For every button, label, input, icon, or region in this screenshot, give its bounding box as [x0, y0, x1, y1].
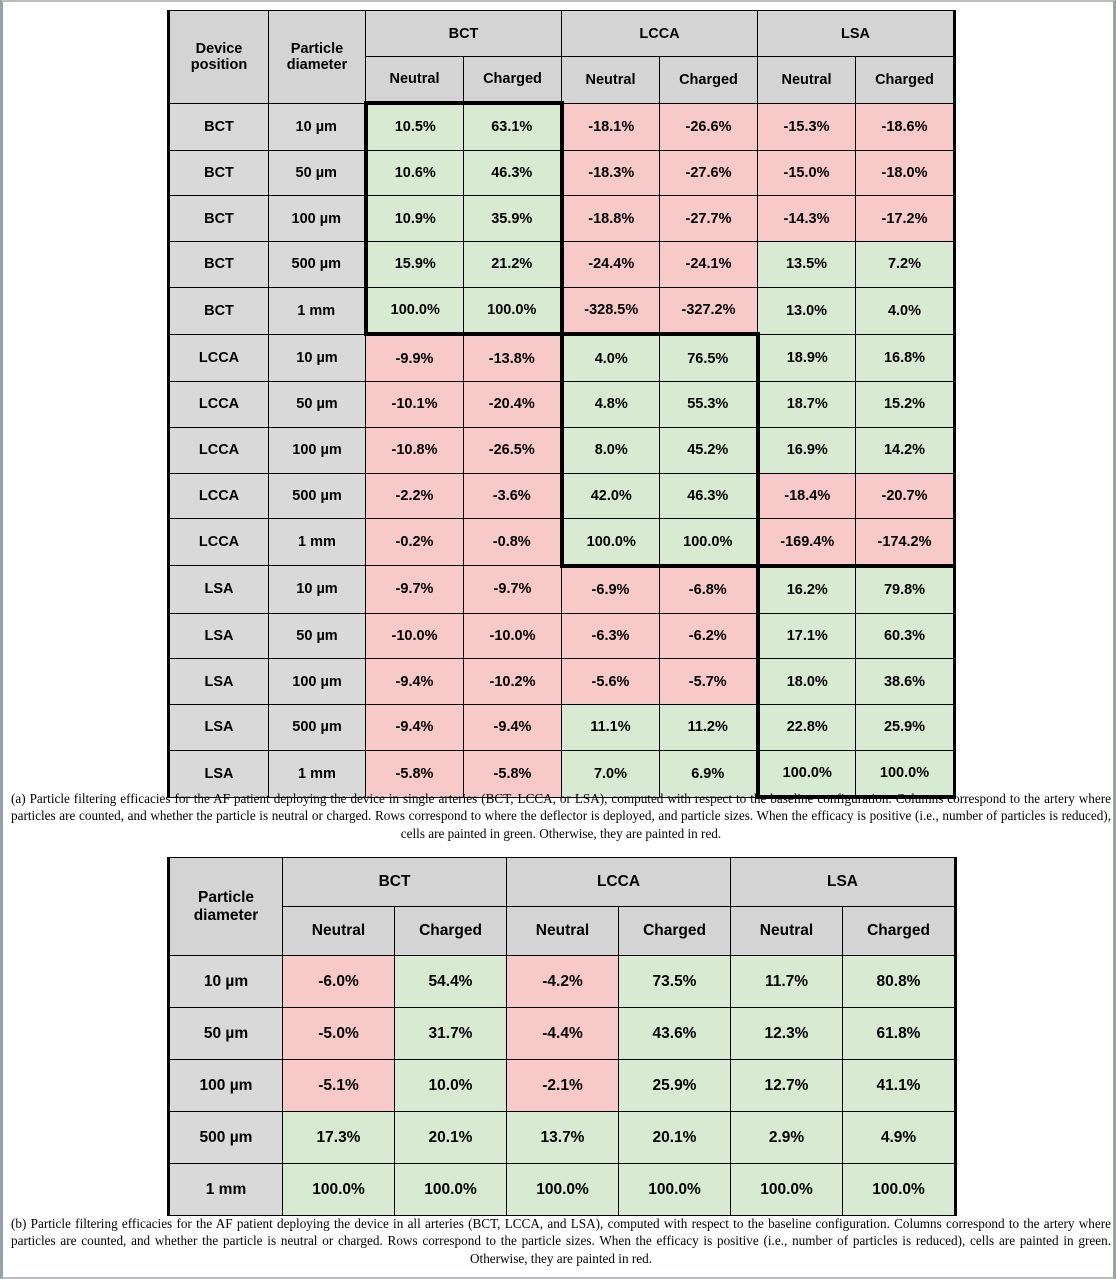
- header-lsa-neutral: Neutral: [758, 57, 856, 104]
- cell-value: 16.8%: [856, 334, 955, 381]
- header-group-lcca: LCCA: [507, 858, 731, 907]
- table-a-header-row-groups: [169, 11, 955, 57]
- row-label-device: BCT: [169, 103, 269, 150]
- cell-value: 10.6%: [366, 150, 464, 196]
- cell-value: -6.3%: [562, 613, 660, 659]
- cell-value: 20.1%: [619, 1112, 731, 1164]
- cell-value: -18.4%: [758, 473, 856, 519]
- cell-value: -9.4%: [366, 704, 464, 750]
- table-row: [169, 334, 955, 381]
- cell-value: 100.0%: [507, 1164, 619, 1216]
- cell-value: 13.5%: [758, 242, 856, 288]
- row-label-diameter: 1 mm: [269, 519, 366, 566]
- cell-value: 61.8%: [843, 1008, 956, 1060]
- cell-value: -6.8%: [660, 566, 758, 613]
- cell-value: 12.7%: [731, 1060, 843, 1112]
- row-label-diameter: 1 mm: [269, 287, 366, 334]
- row-label-diameter: 10 µm: [269, 103, 366, 150]
- row-label-diameter: 100 µm: [269, 659, 366, 705]
- cell-value: 100.0%: [758, 750, 856, 797]
- table-row: [169, 287, 955, 334]
- header-lcca-neutral: Neutral: [562, 57, 660, 104]
- cell-value: -328.5%: [562, 287, 660, 334]
- row-label-device: LSA: [169, 566, 269, 613]
- row-label-diameter: 50 µm: [269, 150, 366, 196]
- cell-value: -5.7%: [660, 659, 758, 705]
- header-particle-diameter: Particle diameter: [269, 11, 366, 104]
- cell-value: 25.9%: [856, 704, 955, 750]
- cell-value: 4.9%: [843, 1112, 956, 1164]
- table-b-body: [169, 956, 956, 1216]
- cell-value: 10.9%: [366, 196, 464, 242]
- table-a-head: [169, 11, 955, 104]
- cell-value: -6.0%: [283, 956, 395, 1008]
- cell-value: 12.3%: [731, 1008, 843, 1060]
- cell-value: -174.2%: [856, 519, 955, 566]
- cell-value: 21.2%: [464, 242, 562, 288]
- cell-value: 15.9%: [366, 242, 464, 288]
- header-device-position: Device position: [169, 11, 269, 104]
- cell-value: -15.3%: [758, 103, 856, 150]
- cell-value: -3.6%: [464, 473, 562, 519]
- cell-value: 18.0%: [758, 659, 856, 705]
- cell-value: 11.1%: [562, 704, 660, 750]
- cell-value: 16.2%: [758, 566, 856, 613]
- cell-value: 11.2%: [660, 704, 758, 750]
- caption-table-b: (b) Particle filtering efficacies for the AF patient deploying the device in all arteries (BCT, LCCA, and LSA), computed with respect to the baseline configuration. Columns correspond to the artery where particles are counted, and whether the particle is neutral or charged. Rows correspond to the particle sizes. When the efficacy is positive (i.e., number of particles is reduced), cells are painted in green. Otherwise, they are painted in red.: [11, 1216, 1111, 1266]
- table-row: [169, 659, 955, 705]
- cell-value: -24.1%: [660, 242, 758, 288]
- cell-value: -10.1%: [366, 382, 464, 428]
- header-lsa-neutral: Neutral: [731, 907, 843, 956]
- cell-value: -327.2%: [660, 287, 758, 334]
- cell-value: 46.3%: [464, 150, 562, 196]
- row-label-diameter: 50 µm: [269, 382, 366, 428]
- cell-value: 54.4%: [395, 956, 507, 1008]
- row-label-diameter: 500 µm: [169, 1112, 283, 1164]
- cell-value: 17.3%: [283, 1112, 395, 1164]
- table-row: [169, 473, 955, 519]
- cell-value: 100.0%: [843, 1164, 956, 1216]
- efficacy-table-all-arteries: [167, 857, 957, 1216]
- cell-value: -15.0%: [758, 150, 856, 196]
- row-label-device: BCT: [169, 196, 269, 242]
- cell-value: 100.0%: [562, 519, 660, 566]
- table-row: [169, 613, 955, 659]
- cell-value: 18.7%: [758, 382, 856, 428]
- header-particle-diameter: Particle diameter: [169, 858, 283, 956]
- table-row: [169, 1060, 956, 1112]
- cell-value: -6.2%: [660, 613, 758, 659]
- cell-value: 8.0%: [562, 427, 660, 473]
- row-label-diameter: 500 µm: [269, 242, 366, 288]
- cell-value: 100.0%: [856, 750, 955, 797]
- row-label-device: LCCA: [169, 334, 269, 381]
- cell-value: 38.6%: [856, 659, 955, 705]
- table-row: [169, 1008, 956, 1060]
- row-label-diameter: 500 µm: [269, 704, 366, 750]
- cell-value: 7.2%: [856, 242, 955, 288]
- cell-value: 100.0%: [366, 287, 464, 334]
- table-b-head: [169, 858, 956, 956]
- row-label-diameter: 10 µm: [169, 956, 283, 1008]
- table-row: [169, 1164, 956, 1216]
- table-b-header-row-groups: [169, 858, 956, 907]
- cell-value: 6.9%: [660, 750, 758, 797]
- cell-value: 55.3%: [660, 382, 758, 428]
- cell-value: -9.4%: [366, 659, 464, 705]
- header-bct-neutral: Neutral: [366, 57, 464, 104]
- cell-value: -27.6%: [660, 150, 758, 196]
- cell-value: -17.2%: [856, 196, 955, 242]
- table-row: [169, 519, 955, 566]
- cell-value: 14.2%: [856, 427, 955, 473]
- cell-value: -10.0%: [464, 613, 562, 659]
- row-label-device: LCCA: [169, 519, 269, 566]
- cell-value: -24.4%: [562, 242, 660, 288]
- row-label-device: BCT: [169, 150, 269, 196]
- caption-table-a: (a) Particle filtering efficacies for the AF patient deploying the device in single arteries (BCT, LCCA, or LSA), computed with respect to the baseline configuration. Columns correspond to the artery where particles are counted, and whether the particle is neutral or charged. Rows correspond to where the deflector is deployed, and particle sizes. When the efficacy is positive (i.e., number of particles is reduced), cells are painted in green. Otherwise, they are painted in red.: [11, 791, 1111, 841]
- row-label-device: LCCA: [169, 427, 269, 473]
- cell-value: -5.1%: [283, 1060, 395, 1112]
- row-label-diameter: 500 µm: [269, 473, 366, 519]
- table-a-body: [169, 103, 955, 797]
- cell-value: -18.8%: [562, 196, 660, 242]
- cell-value: 13.0%: [758, 287, 856, 334]
- cell-value: 25.9%: [619, 1060, 731, 1112]
- cell-value: 76.5%: [660, 334, 758, 381]
- cell-value: 4.8%: [562, 382, 660, 428]
- table-a-container: [167, 10, 956, 799]
- cell-value: -2.1%: [507, 1060, 619, 1112]
- row-label-device: LSA: [169, 750, 269, 797]
- row-label-device: LCCA: [169, 382, 269, 428]
- row-label-diameter: 50 µm: [169, 1008, 283, 1060]
- table-b-header-row-subcols: [169, 907, 956, 956]
- cell-value: -10.2%: [464, 659, 562, 705]
- cell-value: 100.0%: [464, 287, 562, 334]
- header-group-bct: BCT: [283, 858, 507, 907]
- cell-value: 13.7%: [507, 1112, 619, 1164]
- table-row: [169, 103, 955, 150]
- cell-value: 7.0%: [562, 750, 660, 797]
- row-label-diameter: 10 µm: [269, 334, 366, 381]
- row-label-diameter: 100 µm: [269, 196, 366, 242]
- cell-value: 100.0%: [619, 1164, 731, 1216]
- table-row: [169, 242, 955, 288]
- row-label-diameter: 50 µm: [269, 613, 366, 659]
- header-lsa-charged: Charged: [856, 57, 955, 104]
- cell-value: 45.2%: [660, 427, 758, 473]
- cell-value: -4.4%: [507, 1008, 619, 1060]
- table-row: [169, 382, 955, 428]
- cell-value: 4.0%: [856, 287, 955, 334]
- cell-value: 2.9%: [731, 1112, 843, 1164]
- cell-value: 15.2%: [856, 382, 955, 428]
- cell-value: -5.8%: [464, 750, 562, 797]
- cell-value: -20.4%: [464, 382, 562, 428]
- cell-value: -18.3%: [562, 150, 660, 196]
- cell-value: 20.1%: [395, 1112, 507, 1164]
- cell-value: -169.4%: [758, 519, 856, 566]
- cell-value: -9.4%: [464, 704, 562, 750]
- cell-value: 46.3%: [660, 473, 758, 519]
- cell-value: -0.2%: [366, 519, 464, 566]
- cell-value: -10.0%: [366, 613, 464, 659]
- header-group-lsa: LSA: [758, 11, 955, 57]
- row-label-device: LSA: [169, 659, 269, 705]
- cell-value: -9.9%: [366, 334, 464, 381]
- row-label-diameter: 100 µm: [269, 427, 366, 473]
- cell-value: 60.3%: [856, 613, 955, 659]
- row-label-device: LSA: [169, 704, 269, 750]
- cell-value: 10.5%: [366, 103, 464, 150]
- row-label-device: BCT: [169, 287, 269, 334]
- cell-value: 80.8%: [843, 956, 956, 1008]
- cell-value: -18.0%: [856, 150, 955, 196]
- cell-value: 11.7%: [731, 956, 843, 1008]
- cell-value: 43.6%: [619, 1008, 731, 1060]
- cell-value: -13.8%: [464, 334, 562, 381]
- cell-value: 100.0%: [660, 519, 758, 566]
- cell-value: 100.0%: [731, 1164, 843, 1216]
- table-b-container: [167, 857, 957, 1216]
- cell-value: 35.9%: [464, 196, 562, 242]
- row-label-device: BCT: [169, 242, 269, 288]
- header-bct-charged: Charged: [464, 57, 562, 104]
- header-bct-charged: Charged: [395, 907, 507, 956]
- row-label-diameter: 1 mm: [169, 1164, 283, 1216]
- header-lsa-charged: Charged: [843, 907, 956, 956]
- table-row: [169, 1112, 956, 1164]
- header-lcca-charged: Charged: [619, 907, 731, 956]
- header-lcca-neutral: Neutral: [507, 907, 619, 956]
- cell-value: -5.6%: [562, 659, 660, 705]
- cell-value: 100.0%: [283, 1164, 395, 1216]
- cell-value: -18.6%: [856, 103, 955, 150]
- cell-value: -26.6%: [660, 103, 758, 150]
- header-group-lcca: LCCA: [562, 11, 758, 57]
- cell-value: -0.8%: [464, 519, 562, 566]
- row-label-device: LCCA: [169, 473, 269, 519]
- cell-value: 73.5%: [619, 956, 731, 1008]
- cell-value: 31.7%: [395, 1008, 507, 1060]
- cell-value: 18.9%: [758, 334, 856, 381]
- cell-value: 4.0%: [562, 334, 660, 381]
- cell-value: 42.0%: [562, 473, 660, 519]
- cell-value: 100.0%: [395, 1164, 507, 1216]
- header-bct-neutral: Neutral: [283, 907, 395, 956]
- cell-value: -5.8%: [366, 750, 464, 797]
- cell-value: 63.1%: [464, 103, 562, 150]
- cell-value: 41.1%: [843, 1060, 956, 1112]
- row-label-device: LSA: [169, 613, 269, 659]
- table-row: [169, 150, 955, 196]
- table-row: [169, 956, 956, 1008]
- cell-value: -20.7%: [856, 473, 955, 519]
- cell-value: 17.1%: [758, 613, 856, 659]
- cell-value: 22.8%: [758, 704, 856, 750]
- cell-value: -9.7%: [366, 566, 464, 613]
- cell-value: -4.2%: [507, 956, 619, 1008]
- table-row: [169, 427, 955, 473]
- cell-value: -27.7%: [660, 196, 758, 242]
- cell-value: -10.8%: [366, 427, 464, 473]
- cell-value: -18.1%: [562, 103, 660, 150]
- header-group-lsa: LSA: [731, 858, 956, 907]
- cell-value: 16.9%: [758, 427, 856, 473]
- table-row: [169, 196, 955, 242]
- cell-value: -14.3%: [758, 196, 856, 242]
- row-label-diameter: 10 µm: [269, 566, 366, 613]
- cell-value: -2.2%: [366, 473, 464, 519]
- cell-value: -5.0%: [283, 1008, 395, 1060]
- header-lcca-charged: Charged: [660, 57, 758, 104]
- cell-value: -26.5%: [464, 427, 562, 473]
- table-row: [169, 704, 955, 750]
- cell-value: 10.0%: [395, 1060, 507, 1112]
- row-label-diameter: 1 mm: [269, 750, 366, 797]
- efficacy-table-single-artery: [167, 10, 956, 799]
- table-row: [169, 566, 955, 613]
- header-group-bct: BCT: [366, 11, 562, 57]
- cell-value: -6.9%: [562, 566, 660, 613]
- cell-value: 79.8%: [856, 566, 955, 613]
- row-label-diameter: 100 µm: [169, 1060, 283, 1112]
- cell-value: -9.7%: [464, 566, 562, 613]
